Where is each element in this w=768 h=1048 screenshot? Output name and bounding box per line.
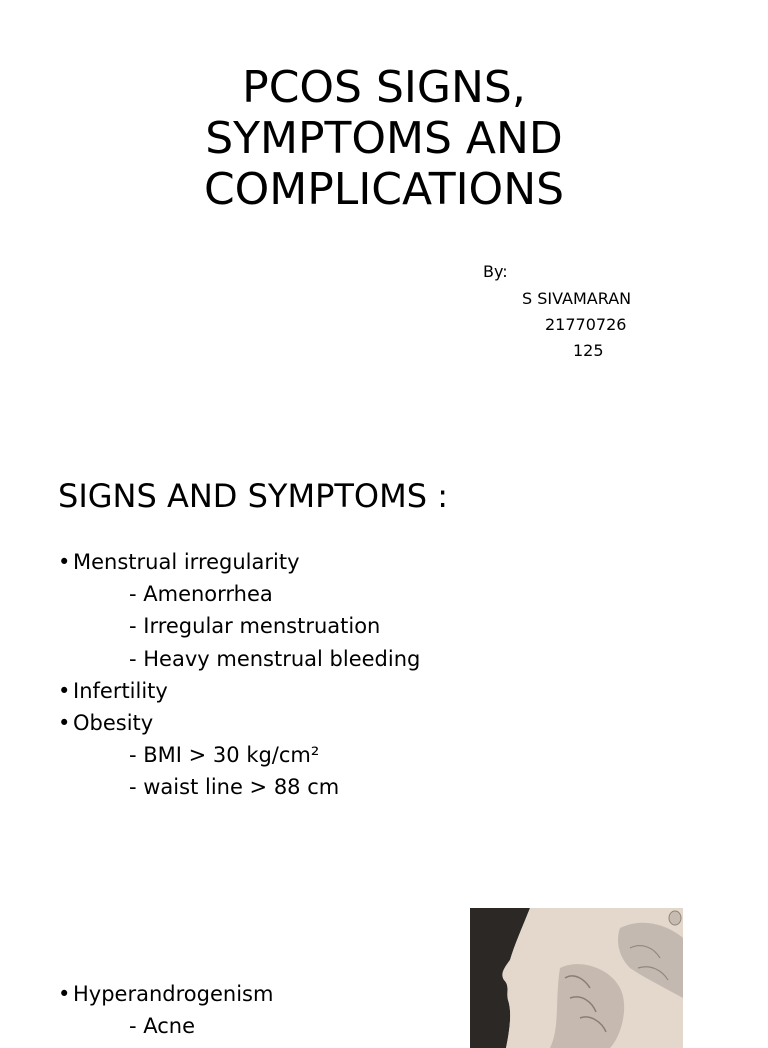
presentation-title — [150, 62, 618, 215]
title-line-1: PCOS SIGNS, — [242, 62, 526, 113]
list-subitem: - Amenorrhea — [129, 582, 273, 607]
title-slide — [0, 0, 768, 440]
author-name: S SIVAMARAN — [522, 289, 632, 308]
symptom-list — [58, 546, 420, 804]
signs-and-symptoms-slide — [0, 440, 768, 1039]
face-profile-image — [470, 908, 683, 1048]
list-subitem: - waist line > 88 cm — [129, 775, 340, 800]
list-item: • Infertility — [58, 675, 420, 707]
list-subitem: - BMI > 30 kg/cm² — [129, 743, 320, 768]
hirsutism-face-photo — [470, 908, 683, 1048]
list-item: • Obesity — [58, 707, 420, 739]
list-item: • Hyperandrogenism — [58, 978, 273, 1010]
author-number: 125 — [573, 341, 604, 360]
title-line-2: SYMPTOMS AND — [205, 113, 563, 164]
slide-heading: SIGNS AND SYMPTOMS : — [58, 477, 448, 515]
author-by-label: By: — [483, 262, 508, 281]
list-subitem: - Irregular menstruation — [129, 614, 381, 639]
list-item: • Menstrual irregularity — [58, 546, 420, 578]
author-id-number: 21770726 — [545, 315, 627, 334]
list-subitem: - Acne — [129, 1014, 196, 1039]
list-subitem: - Heavy menstrual bleeding — [129, 646, 421, 671]
symptom-list-continued — [58, 978, 273, 1042]
title-line-3: COMPLICATIONS — [203, 164, 565, 215]
